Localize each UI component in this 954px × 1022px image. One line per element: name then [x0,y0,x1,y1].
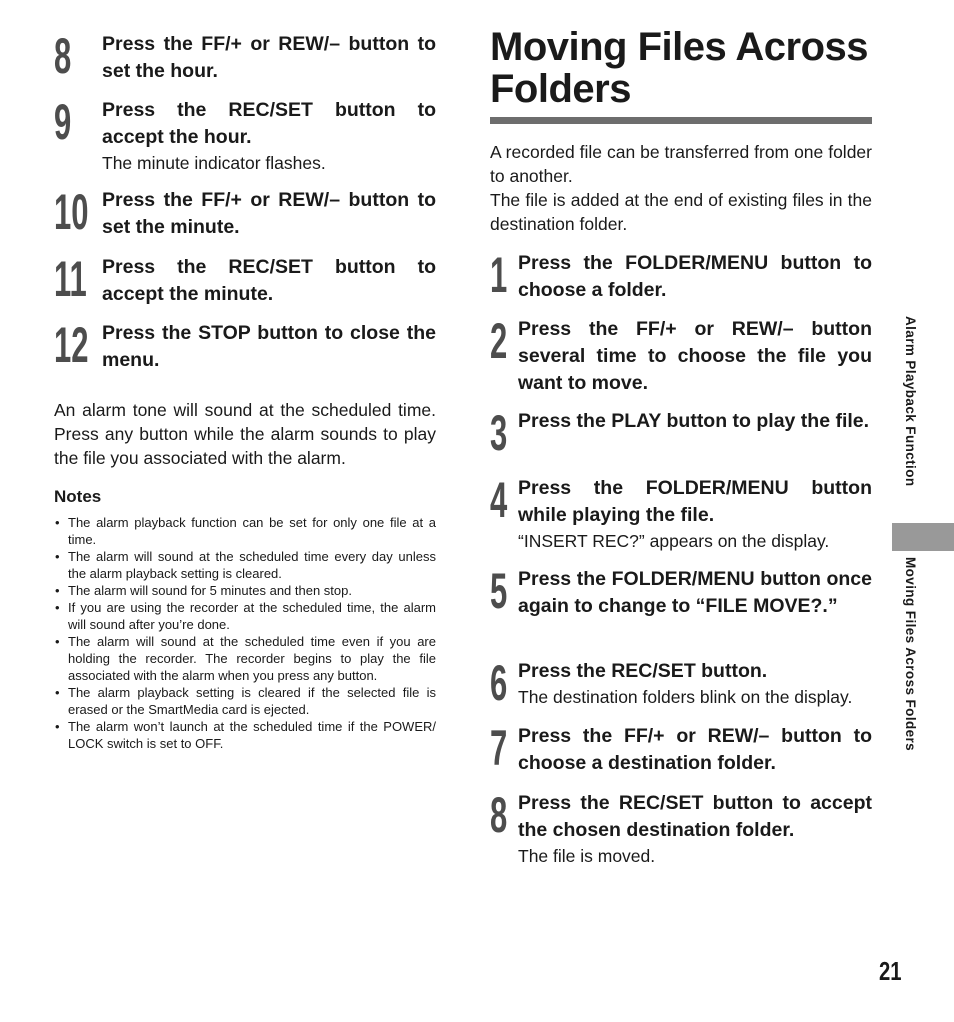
step-title: Press the STOP button to close the menu. [102,322,436,371]
page-number: 21 [879,956,902,986]
page-title [490,26,872,110]
step-number: 7 [490,720,508,776]
step-title: Press the FOLDER/MENU button once again to change to “FILE MOVE?.” [518,568,872,617]
note-item: • The alarm playback function can be set for only one file at a time. [54,514,436,548]
step-title: Press the FOLDER/MENU button to choose a folder. [518,252,872,301]
note-item: • The alarm playback setting is cleared if the selected file is erased or the SmartMedia card is ejected. [54,684,436,718]
intro-paragraph-1: A recorded file can be transferred from one folder to another. [490,142,872,186]
note-item: • If you are using the recorder at the scheduled time, the alarm will sound after you’re done. [54,599,436,633]
step-title: Press the FF/+ or REW/– button to choose a destination folder. [518,725,872,774]
step-title: Press the REC/SET button to accept the hour. [102,99,436,148]
step-number: 10 [54,184,89,240]
step-note: The file is moved. [518,846,656,866]
step-note: “INSERT REC?” appears on the display. [518,531,830,551]
step-number: 9 [54,94,72,150]
step-number: 8 [490,787,508,843]
side-tab-marker [892,523,954,551]
step-title: Press the FF/+ or REW/– button to set the minute. [102,189,436,238]
step-note: The destination folders blink on the display. [518,687,853,707]
alarm-paragraph: An alarm tone will sound at the scheduled time. Press any button while the alarm sounds to play the file you associated with the alarm. [54,400,436,468]
step-number: 6 [490,655,508,711]
side-tab-moving-files: Moving Files Across Folders [903,557,918,752]
step-number: 4 [490,472,508,528]
step-number: 11 [54,251,87,307]
step-title: Press the PLAY button to play the file. [518,410,870,432]
step-number: 5 [490,563,508,619]
step-title: Press the FOLDER/MENU button while playing the file. [518,477,872,526]
note-item: • The alarm will sound for 5 minutes and then stop. [54,582,436,599]
notes-list [54,514,436,752]
note-item: • The alarm will sound at the scheduled time every day unless the alarm playback setting is cleared. [54,548,436,582]
step-title: Press the REC/SET button to accept the chosen destination folder. [518,792,872,841]
step-number: 8 [54,28,72,84]
intro-paragraph-2: The file is added at the end of existing files in the destination folder. [490,190,872,234]
step-title: Press the FF/+ or REW/– button several time to choose the file you want to move. [518,318,872,394]
step-title: Press the REC/SET button to accept the minute. [102,256,436,305]
page-title-line-2: Folders [490,67,631,111]
step-number: 1 [490,247,508,303]
step-title: Press the FF/+ or REW/– button to set the hour. [102,33,436,82]
page-title-line-1: Moving Files Across [490,25,868,69]
step-title: Press the REC/SET button. [518,660,768,682]
step-note: The minute indicator flashes. [102,153,326,173]
notes-heading: Notes [54,487,102,506]
step-number: 12 [54,317,89,373]
step-number: 3 [490,405,508,461]
note-item: • The alarm won’t launch at the scheduled time if the POWER/ LOCK switch is set to OFF. [54,718,436,752]
step-number: 2 [490,313,508,369]
title-rule [490,117,872,124]
side-tab-alarm-playback: Alarm Playback Function [903,316,918,487]
note-item: • The alarm will sound at the scheduled time even if you are holding the recorder. The recorder begins to play the file associated with the alarm when you press any button. [54,633,436,684]
